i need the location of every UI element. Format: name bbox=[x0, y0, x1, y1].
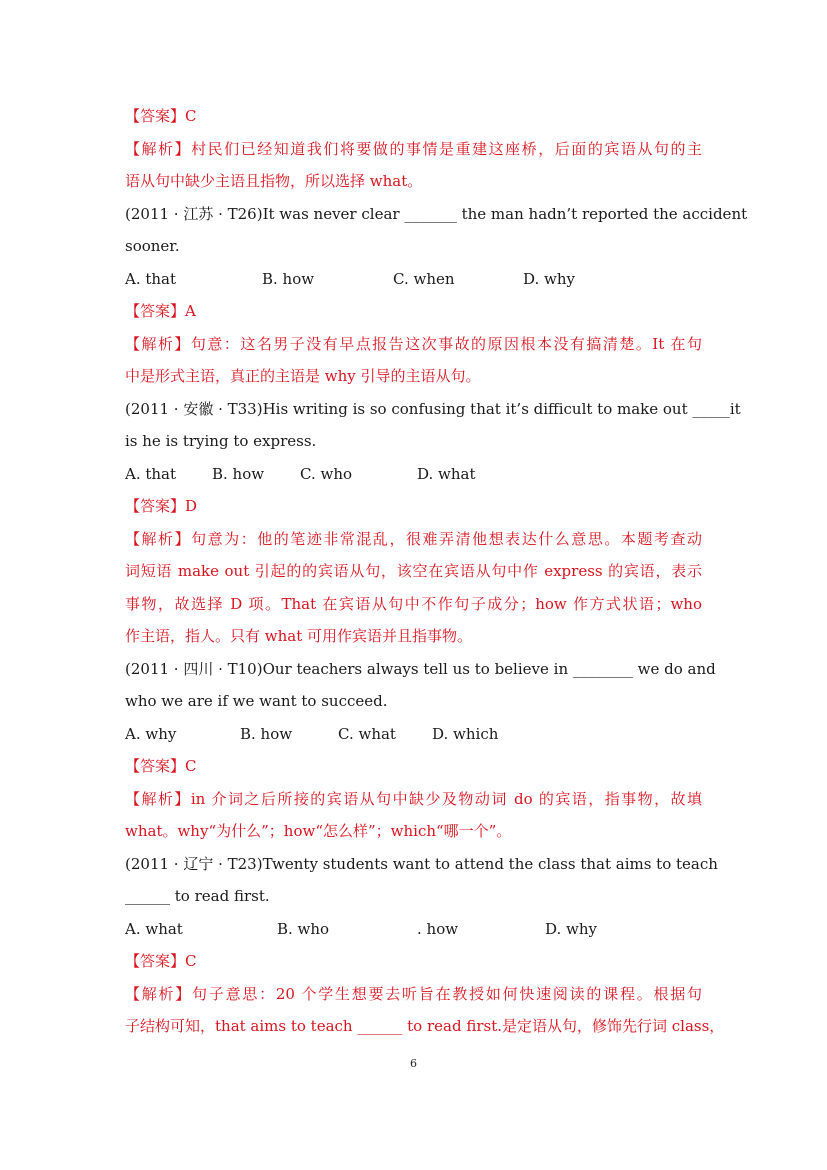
option-d: D. what bbox=[417, 465, 476, 483]
analysis-line: 【解析】句意为：他的笔迹非常混乱，很难弄清他想表达什么意思。本题考查动 bbox=[125, 530, 702, 548]
option-a: A. what bbox=[125, 920, 183, 938]
question-line: is he is trying to express. bbox=[125, 432, 317, 450]
question-line: (2011 · 辽宁 · T23)Twenty students want to attend the class that aims to teach bbox=[125, 855, 718, 873]
option-a: A. that bbox=[125, 465, 177, 483]
answer-line: 【答案】C bbox=[125, 757, 197, 775]
option-b: B. how bbox=[240, 725, 293, 743]
analysis-line: 词短语 make out 引起的的宾语从句，该空在宾语从句中作 express 的宾语，表示 bbox=[125, 562, 702, 580]
question-line: sooner. bbox=[125, 237, 180, 255]
option-d: D. which bbox=[432, 725, 499, 743]
analysis-line: 【解析】in 介词之后所接的宾语从句中缺少及物动词 do 的宾语，指事物，故填 bbox=[125, 790, 702, 808]
option-d: D. why bbox=[545, 920, 598, 938]
analysis-line: 事物，故选择 D 项。That 在宾语从句中不作句子成分；how 作方式状语；who bbox=[125, 595, 702, 613]
option-b: B. how bbox=[212, 465, 265, 483]
answer-line: 【答案】C bbox=[125, 952, 197, 970]
options-row bbox=[125, 919, 725, 939]
analysis-line: 子结构可知，that aims to teach ______ to read first.是定语从句，修饰先行词 class， bbox=[125, 1017, 725, 1035]
options-row bbox=[125, 269, 725, 289]
option-a: A. why bbox=[125, 725, 177, 743]
analysis-line: what。why“为什么”；how“怎么样”；which“哪一个”。 bbox=[125, 822, 512, 840]
question-line: (2011 · 江苏 · T26)It was never clear _______ the man hadn’t reported the accident bbox=[125, 205, 748, 223]
question-line: (2011 · 四川 · T10)Our teachers always tell us to believe in ________ we do and bbox=[125, 660, 716, 678]
question-line: who we are if we want to succeed. bbox=[125, 692, 388, 710]
option-d: D. why bbox=[523, 270, 576, 288]
options-row bbox=[125, 724, 725, 744]
analysis-line: 【解析】村民们已经知道我们将要做的事情是重建这座桥，后面的宾语从句的主 bbox=[125, 140, 702, 158]
option-b: B. how bbox=[262, 270, 315, 288]
option-c: C. what bbox=[338, 725, 396, 743]
options-row bbox=[125, 464, 725, 484]
analysis-line: 中是形式主语，真正的主语是 why 引导的主语从句。 bbox=[125, 367, 481, 385]
analysis-line: 语从句中缺少主语且指物，所以选择 what。 bbox=[125, 172, 423, 190]
page-number: 6 bbox=[410, 1057, 417, 1070]
option-a: A. that bbox=[125, 270, 177, 288]
answer-line: 【答案】A bbox=[125, 302, 196, 320]
question-line: ______ to read first. bbox=[125, 887, 270, 905]
answer-line: 【答案】D bbox=[125, 497, 198, 515]
option-b: B. who bbox=[277, 920, 330, 938]
option-c: C. who bbox=[300, 465, 353, 483]
analysis-line: 【解析】句子意思：20 个学生想要去听旨在教授如何快速阅读的课程。根据句 bbox=[125, 985, 702, 1003]
option-c: C. when bbox=[393, 270, 455, 288]
question-line: (2011 · 安徽 · T33)His writing is so confusing that it’s difficult to make out _____it bbox=[125, 400, 741, 418]
analysis-line: 作主语，指人。只有 what 可用作宾语并且指事物。 bbox=[125, 627, 473, 645]
analysis-line: 【解析】句意：这名男子没有早点报告这次事故的原因根本没有搞清楚。It 在句 bbox=[125, 335, 702, 353]
option-c: . how bbox=[417, 920, 459, 938]
answer-line-1: 【答案】C bbox=[125, 107, 197, 125]
